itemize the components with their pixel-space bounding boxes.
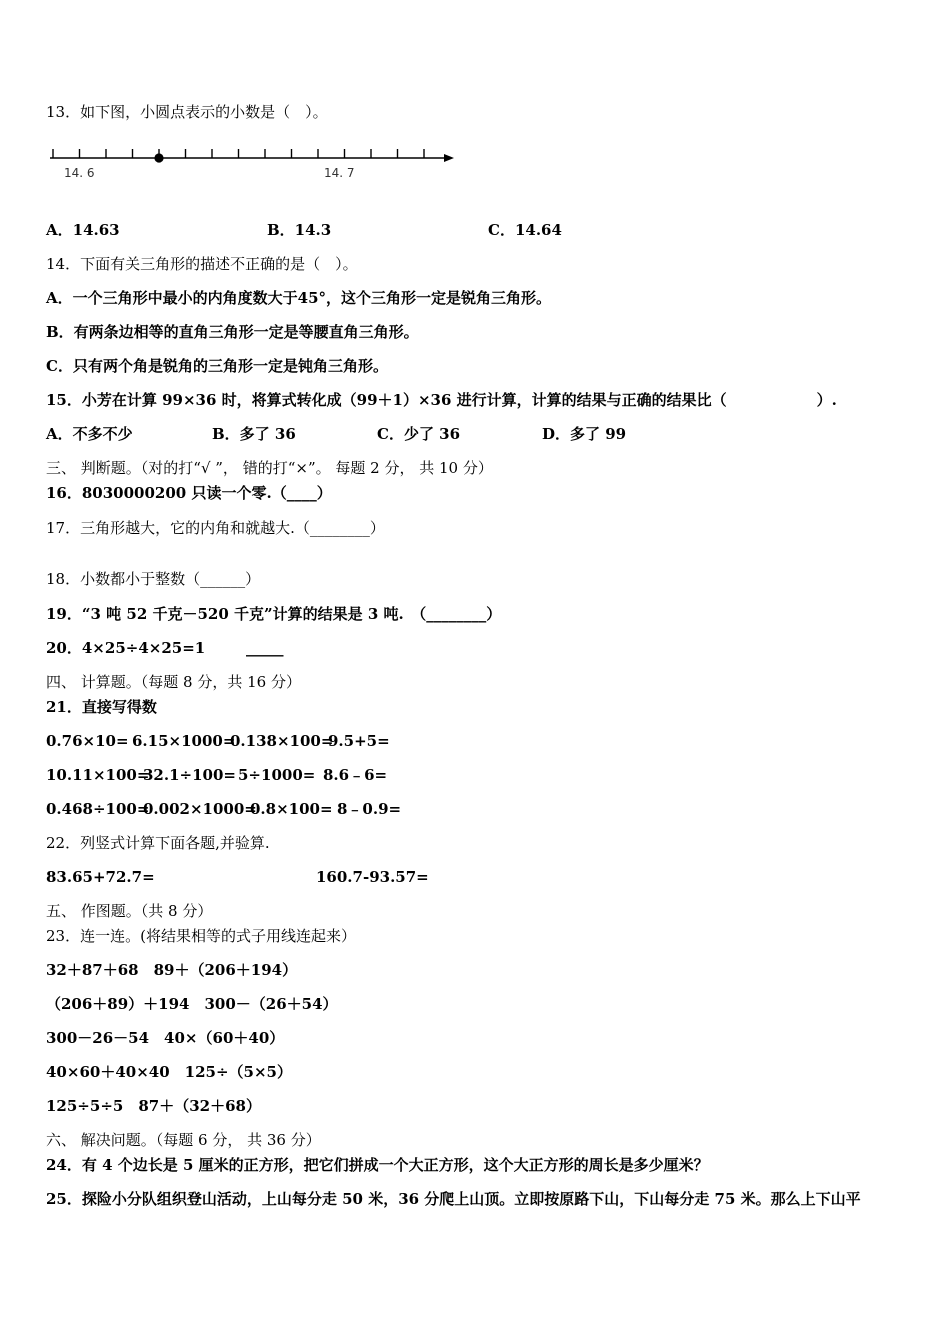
q23-row: 125÷5÷5 87＋（32＋68） bbox=[46, 1097, 261, 1115]
q14-option-a[interactable]: A．一个三角形中最小的内角度数大于45°，这个三角形一定是锐角三角形。 bbox=[46, 289, 552, 307]
question-18: 18．小数都小于整数（______） bbox=[46, 570, 261, 588]
question-16: 16．8030000200 只读一个零.（____） bbox=[46, 484, 332, 502]
section-4-heading: 四、 计算题。（每题 8 分，共 16 分） bbox=[46, 673, 301, 691]
number-line-ticks bbox=[53, 149, 424, 158]
question-20: 20．4×25÷4×25=1 bbox=[46, 639, 206, 657]
q13-option-a[interactable]: A．14.63 bbox=[46, 221, 120, 239]
q21-item: 0.8×100= bbox=[250, 800, 333, 818]
question-13-stem: 13．如下图，小圆点表示的小数是（ ）。 bbox=[46, 103, 328, 121]
question-21-stem: 21．直接写得数 bbox=[46, 698, 157, 716]
section-3-heading: 三、 判断题。（对的打“√ ”， 错的打“×”。 每题 2 分， 共 10 分） bbox=[46, 459, 493, 477]
q23-row: （206＋89）＋194 300－（26＋54） bbox=[46, 995, 338, 1013]
number-line-arrow bbox=[444, 154, 454, 162]
q22-item: 83.65+72.7= bbox=[46, 868, 155, 886]
q21-item: 10.11×100= bbox=[46, 766, 150, 784]
question-25: 25．探险小分队组织登山活动，上山每分走 50 米，36 分爬上山顶。立即按原路下山，下山每分走 75 米。那么上下山平 bbox=[46, 1190, 861, 1208]
number-line-start-label: 14. 6 bbox=[64, 166, 95, 180]
question-22-stem: 22．列竖式计算下面各题,并验算. bbox=[46, 834, 270, 852]
question-19: 19．“3 吨 52 千克－520 千克”计算的结果是 3 吨. （________） bbox=[46, 605, 502, 623]
question-17: 17．三角形越大，它的内角和就越大.（________） bbox=[46, 519, 385, 537]
q21-item: 0.138×100= bbox=[230, 732, 334, 750]
q23-row: 32＋87＋68 89＋（206＋194） bbox=[46, 961, 298, 979]
q15-option-c[interactable]: C．少了 36 bbox=[377, 425, 461, 443]
number-line-end-label: 14. 7 bbox=[324, 166, 355, 180]
question-15-stem: 15．小芳在计算 99×36 时，将算式转化成（99＋1）×36 进行计算，计算的结果与正确的结果比（ ）. bbox=[46, 391, 837, 409]
number-line bbox=[46, 138, 466, 184]
q21-item: 9.5+5= bbox=[328, 732, 390, 750]
q21-item: 32.1÷100= bbox=[143, 766, 236, 784]
question-23-stem: 23．连一连。(将结果相等的式子用线连起来） bbox=[46, 927, 356, 945]
question-14-stem: 14．下面有关三角形的描述不正确的是（ ）。 bbox=[46, 255, 358, 273]
q15-option-d[interactable]: D．多了 99 bbox=[542, 425, 627, 443]
q21-item: 0.76×10= bbox=[46, 732, 129, 750]
q15-option-b[interactable]: B．多了 36 bbox=[212, 425, 296, 443]
question-20-blank[interactable]: _____ bbox=[246, 639, 284, 657]
q13-option-c[interactable]: C．14.64 bbox=[488, 221, 562, 239]
q21-item: 8﹣0.9= bbox=[337, 800, 402, 818]
q21-item: 0.002×1000= bbox=[143, 800, 257, 818]
q23-row: 300－26－54 40×（60＋40） bbox=[46, 1029, 285, 1047]
section-5-heading: 五、 作图题。（共 8 分） bbox=[46, 902, 213, 920]
q14-option-c[interactable]: C．只有两个角是锐角的三角形一定是钝角三角形。 bbox=[46, 357, 388, 375]
q15-option-a[interactable]: A．不多不少 bbox=[46, 425, 133, 443]
number-line-dot bbox=[154, 153, 163, 162]
question-24: 24．有 4 个边长是 5 厘米的正方形，把它们拼成一个大正方形，这个大正方形的周长是多少厘米？ bbox=[46, 1156, 709, 1174]
q21-item: 0.468÷100= bbox=[46, 800, 150, 818]
q13-option-b[interactable]: B．14.3 bbox=[267, 221, 332, 239]
section-6-heading: 六、 解决问题。（每题 6 分， 共 36 分） bbox=[46, 1131, 321, 1149]
q21-item: 8.6﹣6= bbox=[323, 766, 388, 784]
q21-item: 6.15×1000= bbox=[132, 732, 236, 750]
q23-row: 40×60＋40×40 125÷（5×5） bbox=[46, 1063, 292, 1081]
q14-option-b[interactable]: B．有两条边相等的直角三角形一定是等腰直角三角形。 bbox=[46, 323, 419, 341]
q22-item: 160.7-93.57= bbox=[316, 868, 429, 886]
q21-item: 5÷1000= bbox=[238, 766, 316, 784]
